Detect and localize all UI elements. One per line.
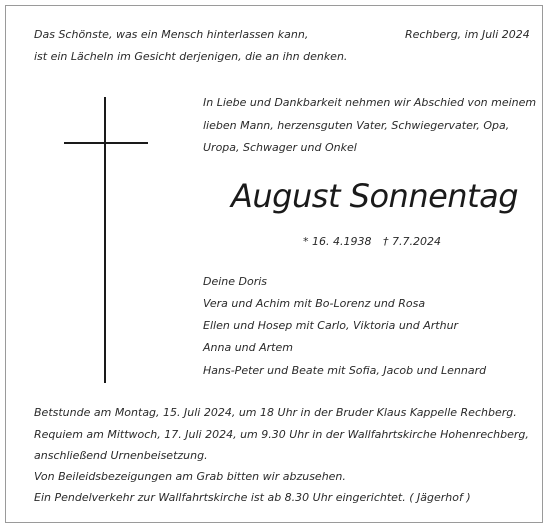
notice-line: Requiem am Mittwoch, 17. Juli 2024, um 9.30 Uhr in der Wallfahrtskirche Hohenrechberg, (34, 428, 529, 441)
motto-line-2: ist ein Lächeln im Gesicht derjenigen, die an ihn denken. (34, 50, 348, 63)
death-date: † 7.7.2024 (383, 235, 441, 248)
deceased-name: August Sonnentag (231, 177, 519, 215)
mourner-line: Hans-Peter und Beate mit Sofia, Jacob und Lennard (203, 364, 487, 377)
mourner-line: Deine Doris (203, 275, 268, 288)
notice-line: anschließend Urnenbeisetzung. (34, 449, 208, 462)
notice-line: Von Beileidsbezeigungen am Grab bitten wir abzusehen. (34, 470, 346, 483)
mourner-line: Ellen und Hosep mit Carlo, Viktoria und Arthur (203, 319, 459, 332)
motto-line-1: Das Schönste, was ein Mensch hinterlassen kann, (34, 28, 309, 41)
mourner-line: Anna und Artem (203, 341, 293, 354)
cross-icon-vertical (104, 97, 106, 383)
birth-date: * 16. 4.1938 (303, 235, 372, 248)
intro-line-3: Uropa, Schwager und Onkel (203, 141, 357, 154)
notice-line: Betstunde am Montag, 15. Juli 2024, um 18 Uhr in der Bruder Klaus Kappelle Rechberg. (34, 406, 517, 419)
mourner-line: Vera und Achim mit Bo-Lorenz und Rosa (203, 297, 426, 310)
intro-line-1: In Liebe und Dankbarkeit nehmen wir Abschied von meinem (203, 96, 537, 109)
intro-line-2: lieben Mann, herzensguten Vater, Schwiegervater, Opa, (203, 119, 510, 132)
obituary-card (5, 5, 543, 523)
cross-icon-horizontal (64, 142, 148, 144)
notice-line: Ein Pendelverkehr zur Wallfahrtskirche ist ab 8.30 Uhr eingerichtet. ( Jägerhof ) (34, 491, 471, 504)
place-date: Rechberg, im Juli 2024 (405, 28, 530, 41)
